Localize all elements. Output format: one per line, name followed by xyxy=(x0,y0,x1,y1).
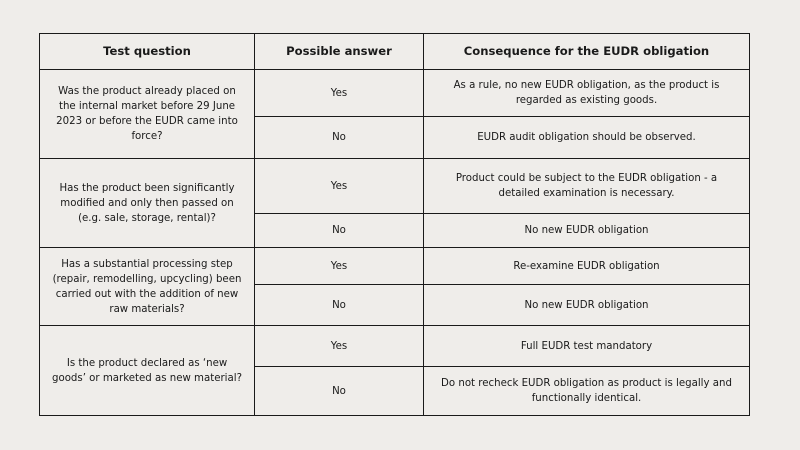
consequence-cell: Product could be subject to the EUDR obligation - a detailed examination is necessary. xyxy=(424,159,750,214)
consequence-cell: Full EUDR test mandatory xyxy=(424,326,750,367)
consequence-cell: Re-examine EUDR obligation xyxy=(424,248,750,285)
answer-cell: Yes xyxy=(255,248,424,285)
answer-cell: Yes xyxy=(255,159,424,214)
answer-cell: No xyxy=(255,367,424,416)
question-cell: Has the product been significantly modified and only then passed on (e.g. sale, storage, rental)? xyxy=(40,159,255,248)
eudr-test-table xyxy=(39,33,750,416)
table-row xyxy=(40,70,750,117)
consequence-cell: EUDR audit obligation should be observed. xyxy=(424,117,750,159)
table-row xyxy=(40,159,750,214)
consequence-cell: Do not recheck EUDR obligation as product is legally and functionally identical. xyxy=(424,367,750,416)
answer-cell: Yes xyxy=(255,70,424,117)
answer-cell: Yes xyxy=(255,326,424,367)
consequence-cell: No new EUDR obligation xyxy=(424,285,750,326)
header-possible-answer: Possible answer xyxy=(255,34,424,70)
table-row xyxy=(40,326,750,367)
answer-cell: No xyxy=(255,214,424,248)
table-header-row xyxy=(40,34,750,70)
header-test-question: Test question xyxy=(40,34,255,70)
question-cell: Was the product already placed on the internal market before 29 June 2023 or before the EUDR came into force? xyxy=(40,70,255,159)
consequence-cell: As a rule, no new EUDR obligation, as the product is regarded as existing goods. xyxy=(424,70,750,117)
answer-cell: No xyxy=(255,117,424,159)
question-cell: Has a substantial processing step (repair, remodelling, upcycling) been carried out with the addition of new raw materials? xyxy=(40,248,255,326)
question-cell: Is the product declared as ‘new goods’ or marketed as new material? xyxy=(40,326,255,416)
answer-cell: No xyxy=(255,285,424,326)
header-consequence: Consequence for the EUDR obligation xyxy=(424,34,750,70)
consequence-cell: No new EUDR obligation xyxy=(424,214,750,248)
table-row xyxy=(40,248,750,285)
